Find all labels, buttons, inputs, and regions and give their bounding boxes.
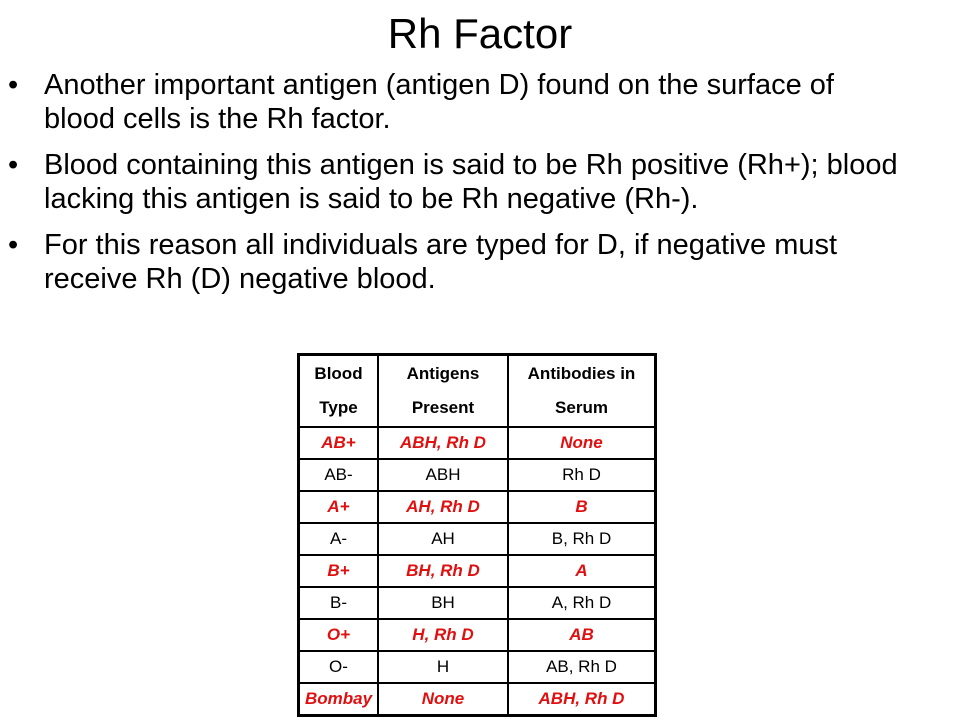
bullet-item: [8, 228, 908, 296]
cell-antigens: H, Rh D: [378, 619, 508, 651]
bullet-text: Blood containing this antigen is said to be Rh positive (Rh+); blood lacking this antigen is said to be Rh negative (Rh-).: [44, 149, 898, 215]
cell-antigens: ABH, Rh D: [378, 427, 508, 459]
header-antigens-present: Antigens Present: [378, 355, 508, 428]
cell-antibodies: A: [508, 555, 656, 587]
cell-antibodies: None: [508, 427, 656, 459]
cell-antigens: AH: [378, 523, 508, 555]
header-antibodies-in-serum: Antibodies in Serum: [508, 355, 656, 428]
table-row: [299, 587, 656, 619]
bullet-list: [8, 68, 908, 308]
blood-type-table: [297, 353, 657, 717]
table-row: [299, 491, 656, 523]
cell-antigens: AH, Rh D: [378, 491, 508, 523]
cell-antigens: BH: [378, 587, 508, 619]
bullet-icon: •: [8, 229, 19, 261]
cell-antigens: ABH: [378, 459, 508, 491]
cell-blood-type: A-: [299, 523, 379, 555]
cell-antibodies: B: [508, 491, 656, 523]
table-row: [299, 555, 656, 587]
table-header-row: [299, 355, 656, 428]
table-row: [299, 651, 656, 683]
header-blood-type: Blood Type: [299, 355, 379, 428]
bullet-item: [8, 148, 908, 216]
cell-blood-type: A+: [299, 491, 379, 523]
cell-blood-type: O-: [299, 651, 379, 683]
cell-antigens: None: [378, 683, 508, 716]
cell-antigens: H: [378, 651, 508, 683]
table-row: [299, 459, 656, 491]
table-row: [299, 683, 656, 716]
blood-type-table-container: [297, 353, 657, 717]
bullet-text: Another important antigen (antigen D) found on the surface of blood cells is the Rh factor.: [44, 69, 834, 135]
cell-antibodies: ABH, Rh D: [508, 683, 656, 716]
cell-antibodies: A, Rh D: [508, 587, 656, 619]
table-body: [299, 427, 656, 716]
slide-title: Rh Factor: [387, 10, 573, 57]
cell-antibodies: AB, Rh D: [508, 651, 656, 683]
bullet-item: [8, 68, 908, 136]
cell-blood-type: O+: [299, 619, 379, 651]
table-row: [299, 619, 656, 651]
cell-antigens: BH, Rh D: [378, 555, 508, 587]
cell-antibodies: AB: [508, 619, 656, 651]
cell-antibodies: Rh D: [508, 459, 656, 491]
cell-blood-type: AB-: [299, 459, 379, 491]
table-row: [299, 427, 656, 459]
cell-blood-type: Bombay: [299, 683, 379, 716]
bullet-text: For this reason all individuals are typed for D, if negative must receive Rh (D) negative blood.: [44, 229, 838, 295]
cell-antibodies: B, Rh D: [508, 523, 656, 555]
bullet-icon: •: [8, 69, 19, 101]
cell-blood-type: B-: [299, 587, 379, 619]
bullet-icon: •: [8, 149, 19, 181]
cell-blood-type: B+: [299, 555, 379, 587]
table-row: [299, 523, 656, 555]
cell-blood-type: AB+: [299, 427, 379, 459]
